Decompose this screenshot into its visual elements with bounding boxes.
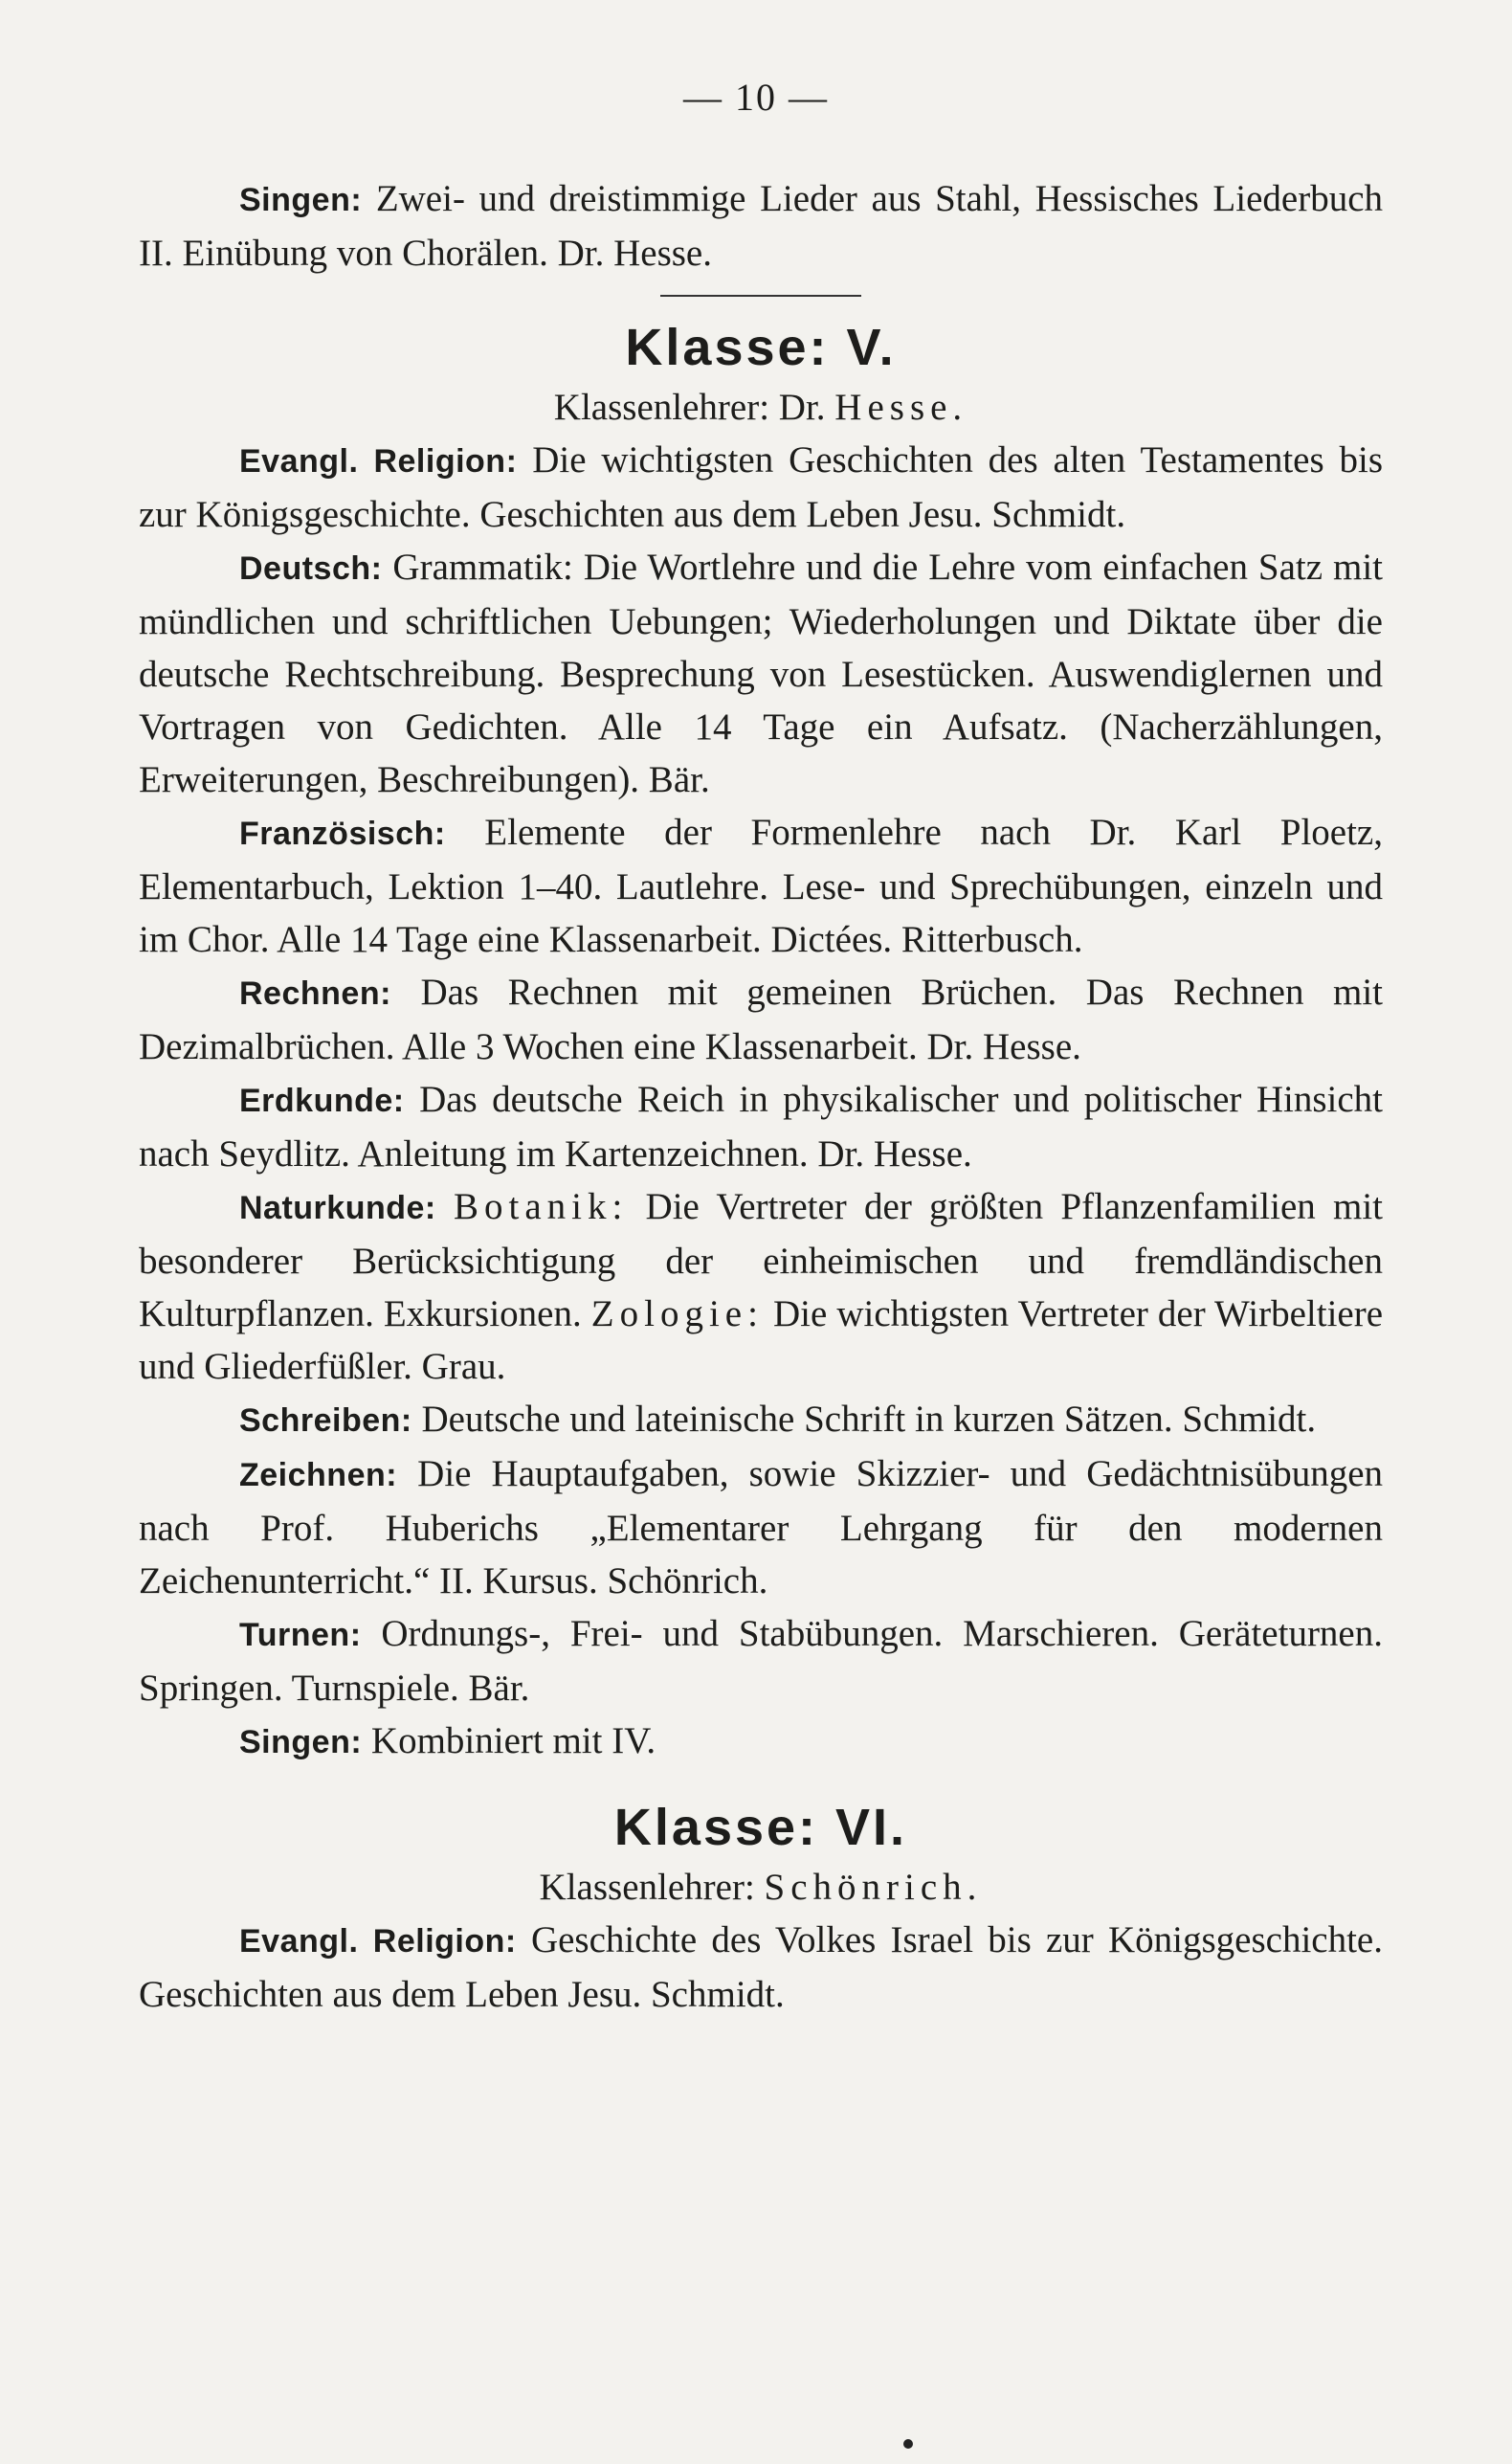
- subject-paragraph-franzoesisch: [139, 806, 1383, 966]
- subject-label: Turnen:: [239, 1617, 362, 1653]
- subject-paragraph-singen: [139, 1714, 1383, 1769]
- subject-paragraph-erdkunde: [139, 1073, 1383, 1180]
- subtopic-zoologie: Zologie:: [590, 1293, 764, 1334]
- subject-paragraph-turnen: [139, 1607, 1383, 1714]
- subject-text: Die wichtigsten Geschichten des alten Testamentes bis zur Königsgeschichte. Geschichten aus dem Leben Jesu. Schmidt.: [139, 439, 1384, 535]
- subject-label: Französisch:: [239, 816, 446, 852]
- teacher-name: Schönrich.: [764, 1867, 983, 1908]
- teacher-label: Klassenlehrer:: [539, 1867, 755, 1908]
- klasse-vi-teacher: [139, 1861, 1383, 1914]
- subject-paragraph-naturkunde: [139, 1180, 1383, 1393]
- ink-dot: [903, 2439, 913, 2449]
- singen-previous-paragraph: [139, 172, 1383, 280]
- subject-text: Kombiniert mit IV.: [370, 1720, 656, 1761]
- subject-text: Das deutsche Reich in physikalischer und politischer Hinsicht nach Seydlitz. Anleitung im Kartenzeichnen. Dr. Hesse.: [139, 1079, 1384, 1175]
- subject-text: Deutsche und lateinische Schrift in kurzen Sätzen. Schmidt.: [421, 1399, 1317, 1440]
- page-number: — 10 —: [683, 76, 829, 119]
- subject-text: Die Vertreter der größten Pflanzenfamilien mit besonderer Berücksichtigung der einheimischen und fremdländischen Kulturpflanzen. Exkursionen.: [139, 1186, 1384, 1334]
- subject-text: Elemente der Formenlehre nach Dr. Karl Ploetz, Elementarbuch, Lektion 1–40. Lautlehre. Lese- und Sprechübungen, einzeln und im Chor. Alle 14 Tage eine Klassenarbeit. Dictées. Ritterbusch.: [139, 812, 1383, 960]
- subject-label: Deutsch:: [239, 550, 383, 587]
- teacher-label: Klassenlehrer: Dr.: [553, 387, 826, 428]
- subject-text: Ordnungs-, Frei- und Stabübungen. Marschieren. Geräteturnen. Springen. Turnspiele. Bär.: [139, 1613, 1383, 1709]
- subject-paragraph-religion: [139, 434, 1383, 541]
- subtopic-botanik: Botanik:: [453, 1186, 629, 1227]
- subject-label: Singen:: [239, 1724, 363, 1760]
- subject-text: Grammatik: Die Wortlehre und die Lehre vom einfachen Satz mit mündlichen und schriftlichen Uebungen; Wiederholungen und Diktate über die deutsche Rechtschreibung. Besprechung von Lesestücken. Auswendiglernen und Vortragen von Gedichten. Alle 14 Tage ein Aufsatz. (Nacherzählungen, Erweiterungen, Beschreibungen). Bär.: [139, 547, 1384, 800]
- subject-label: Rechnen:: [239, 975, 391, 1012]
- subject-label: Schreiben:: [239, 1402, 412, 1439]
- subject-text: Die Hauptaufgaben, sowie Skizzier- und Gedächtnisübungen nach Prof. Huberichs „Elementarer Lehrgang für den modernen Zeichenunterricht.“ II. Kursus. Schönrich.: [139, 1453, 1384, 1602]
- subject-label: Erdkunde:: [239, 1083, 405, 1119]
- subject-paragraph-religion-vi: [139, 1914, 1383, 2021]
- subject-text: Zwei- und dreistimmige Lieder aus Stahl, Hessisches Liederbuch II. Einübung von Chorälen. Dr. Hesse.: [139, 178, 1384, 274]
- section-divider: [660, 295, 861, 297]
- subject-label: Naturkunde:: [239, 1190, 436, 1226]
- spacer: [139, 1769, 1383, 1790]
- subject-label: Singen:: [239, 182, 363, 218]
- subject-text: Die wichtigsten Vertreter der Wirbeltiere und Gliederfüßler. Grau.: [139, 1293, 1384, 1387]
- subject-paragraph-deutsch: [139, 541, 1383, 806]
- subject-label: Evangl. Religion:: [239, 443, 518, 480]
- klasse-vi-heading: Klasse: VI.: [613, 1799, 908, 1856]
- subject-label: Zeichnen:: [239, 1457, 398, 1493]
- teacher-name: Hesse.: [834, 387, 968, 428]
- page-content: [139, 172, 1383, 2021]
- subject-text: Geschichte des Volkes Israel bis zur Königsgeschichte. Geschichten aus dem Leben Jesu. Schmidt.: [139, 1919, 1383, 2015]
- klasse-v-teacher: [139, 381, 1383, 434]
- subject-text: Das Rechnen mit gemeinen Brüchen. Das Rechnen mit Dezimalbrüchen. Alle 3 Wochen eine Klassenarbeit. Dr. Hesse.: [139, 972, 1383, 1067]
- subject-paragraph-zeichnen: [139, 1447, 1383, 1607]
- klasse-v-heading: Klasse: V.: [625, 319, 897, 376]
- subject-paragraph-schreiben: [139, 1393, 1383, 1447]
- subject-paragraph-rechnen: [139, 966, 1383, 1073]
- subject-label: Evangl. Religion:: [239, 1923, 517, 1960]
